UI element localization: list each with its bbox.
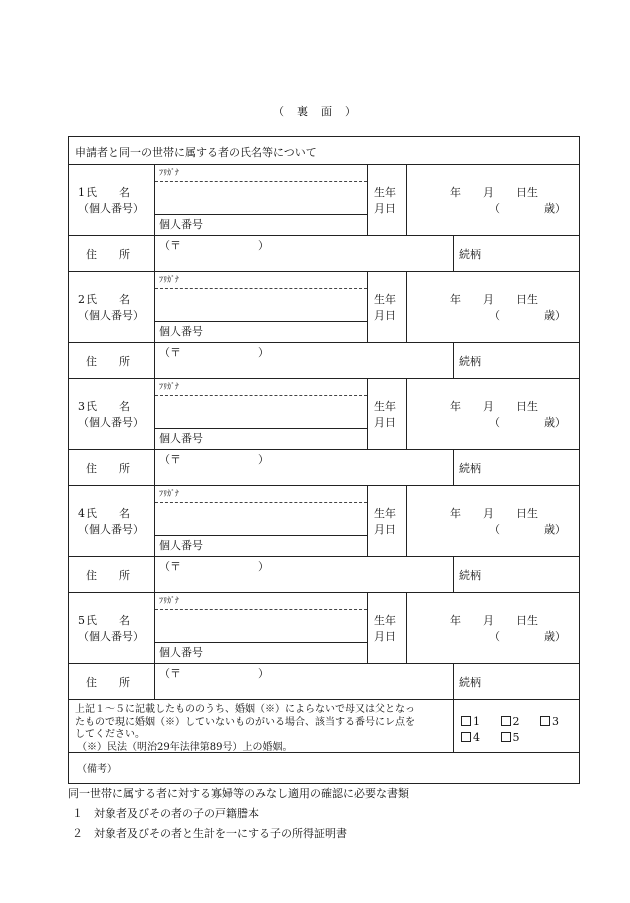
birth-date-field[interactable]: 年 月 日生 <box>450 507 538 520</box>
person-number: 3 <box>78 400 85 413</box>
birth-date-field[interactable]: 年 月 日生 <box>450 186 538 199</box>
birth-label: 生年 <box>374 186 396 199</box>
person-address-row <box>69 450 579 486</box>
age-field[interactable]: （ 歳） <box>489 309 566 322</box>
birth-label: 生年 <box>374 507 396 520</box>
person-address-row <box>69 236 579 272</box>
checkbox-3[interactable]: 3 <box>540 714 576 730</box>
unmarried-parent-instructions <box>75 704 451 754</box>
relation-label: 続柄 <box>459 248 481 261</box>
person-entry <box>69 272 579 379</box>
person-name-row <box>69 272 579 343</box>
person-number: 5 <box>78 614 85 627</box>
person-address-row <box>69 343 579 379</box>
checkbox-5[interactable]: 5 <box>501 730 537 746</box>
birth-label: 生年 <box>374 293 396 306</box>
furigana-label: ﾌﾘｶﾞﾅ <box>159 168 179 177</box>
kojin-bango-paren: （個人番号） <box>78 523 144 536</box>
birth-label: 月日 <box>374 630 396 643</box>
furigana-label: ﾌﾘｶﾞﾅ <box>159 489 179 498</box>
required-doc-item: １ 対象者及びその者の子の戸籍謄本 <box>72 807 259 820</box>
person-name-row <box>69 379 579 450</box>
required-doc-item: ２ 対象者及びその者と生計を一にする子の所得証明書 <box>72 827 347 840</box>
address-label: 住 所 <box>86 248 130 261</box>
age-field[interactable]: （ 歳） <box>489 630 566 643</box>
relation-label: 続柄 <box>459 676 481 689</box>
checkbox-4[interactable]: 4 <box>461 730 497 746</box>
name-field[interactable] <box>155 289 367 321</box>
kojin-bango-label: 個人番号 <box>159 539 203 552</box>
postal-code-field[interactable]: （〒 ） <box>159 346 269 359</box>
kojin-bango-paren: （個人番号） <box>78 202 144 215</box>
address-label: 住 所 <box>86 676 130 689</box>
required-docs-heading: 同一世帯に属する者に対する寡婦等のみなし適用の確認に必要な書類 <box>68 787 409 800</box>
checkbox-square[interactable] <box>540 716 550 726</box>
persons-container <box>69 165 579 700</box>
birth-date-field[interactable]: 年 月 日生 <box>450 400 538 413</box>
age-field[interactable]: （ 歳） <box>489 416 566 429</box>
person-address-row <box>69 664 579 700</box>
person-entry <box>69 486 579 593</box>
person-entry <box>69 379 579 486</box>
birth-label: 生年 <box>374 614 396 627</box>
page-title: （ 裏 面 ） <box>273 105 357 118</box>
checkbox-square[interactable] <box>501 716 511 726</box>
name-label: 氏 名 <box>86 293 130 306</box>
address-label: 住 所 <box>86 569 130 582</box>
relation-label: 続柄 <box>459 462 481 475</box>
name-field[interactable] <box>155 503 367 535</box>
person-name-row <box>69 165 579 236</box>
kojin-bango-label: 個人番号 <box>159 218 203 231</box>
instruction-note: （※）民法（明治29年法律第89号）上の婚姻。 <box>77 741 293 753</box>
address-label: 住 所 <box>86 462 130 475</box>
person-name-row <box>69 486 579 557</box>
relation-label: 続柄 <box>459 355 481 368</box>
age-field[interactable]: （ 歳） <box>489 202 566 215</box>
birth-label: 月日 <box>374 416 396 429</box>
form-header: 申請者と同一の世帯に属する者の氏名等について <box>69 137 579 165</box>
address-label: 住 所 <box>86 355 130 368</box>
birth-date-field[interactable]: 年 月 日生 <box>450 614 538 627</box>
name-label: 氏 名 <box>86 186 130 199</box>
checkbox-square[interactable] <box>461 732 471 742</box>
postal-code-field[interactable]: （〒 ） <box>159 453 269 466</box>
kojin-bango-paren: （個人番号） <box>78 630 144 643</box>
kojin-bango-paren: （個人番号） <box>78 416 144 429</box>
number-checkboxes <box>461 714 576 746</box>
name-field[interactable] <box>155 610 367 642</box>
name-label: 氏 名 <box>86 507 130 520</box>
checkbox-1[interactable]: 1 <box>461 714 497 730</box>
unmarried-parent-check-section <box>69 700 579 753</box>
furigana-label: ﾌﾘｶﾞﾅ <box>159 275 179 284</box>
birth-label: 月日 <box>374 523 396 536</box>
instruction-line: 上記１～５に記載したもののうち、婚姻（※）によらないで母又は父となっ <box>75 704 415 715</box>
kojin-bango-label: 個人番号 <box>159 325 203 338</box>
kojin-bango-paren: （個人番号） <box>78 309 144 322</box>
person-number: 1 <box>78 186 85 199</box>
birth-date-field[interactable]: 年 月 日生 <box>450 293 538 306</box>
checkbox-2[interactable]: 2 <box>501 714 537 730</box>
person-number: 2 <box>78 293 85 306</box>
person-entry <box>69 165 579 272</box>
remarks-label: （備考） <box>77 764 117 775</box>
name-label: 氏 名 <box>86 614 130 627</box>
checkbox-square[interactable] <box>461 716 471 726</box>
kojin-bango-label: 個人番号 <box>159 646 203 659</box>
name-label: 氏 名 <box>86 400 130 413</box>
person-name-row <box>69 593 579 664</box>
person-entry <box>69 593 579 700</box>
relation-label: 続柄 <box>459 569 481 582</box>
remarks-field[interactable] <box>69 753 579 783</box>
birth-label: 月日 <box>374 202 396 215</box>
postal-code-field[interactable]: （〒 ） <box>159 560 269 573</box>
instruction-line: たもので現に婚姻（※）していないものがいる場合、該当する番号にレ点を <box>75 716 415 728</box>
furigana-label: ﾌﾘｶﾞﾅ <box>159 382 179 391</box>
name-field[interactable] <box>155 396 367 428</box>
postal-code-field[interactable]: （〒 ） <box>159 239 269 252</box>
birth-label: 月日 <box>374 309 396 322</box>
instruction-line: してください。 <box>75 729 145 740</box>
age-field[interactable]: （ 歳） <box>489 523 566 536</box>
kojin-bango-label: 個人番号 <box>159 432 203 445</box>
person-address-row <box>69 557 579 593</box>
name-field[interactable] <box>155 182 367 214</box>
birth-label: 生年 <box>374 400 396 413</box>
person-number: 4 <box>78 507 85 520</box>
furigana-label: ﾌﾘｶﾞﾅ <box>159 596 179 605</box>
checkbox-square[interactable] <box>501 732 511 742</box>
household-members-form <box>68 136 580 784</box>
postal-code-field[interactable]: （〒 ） <box>159 667 269 680</box>
